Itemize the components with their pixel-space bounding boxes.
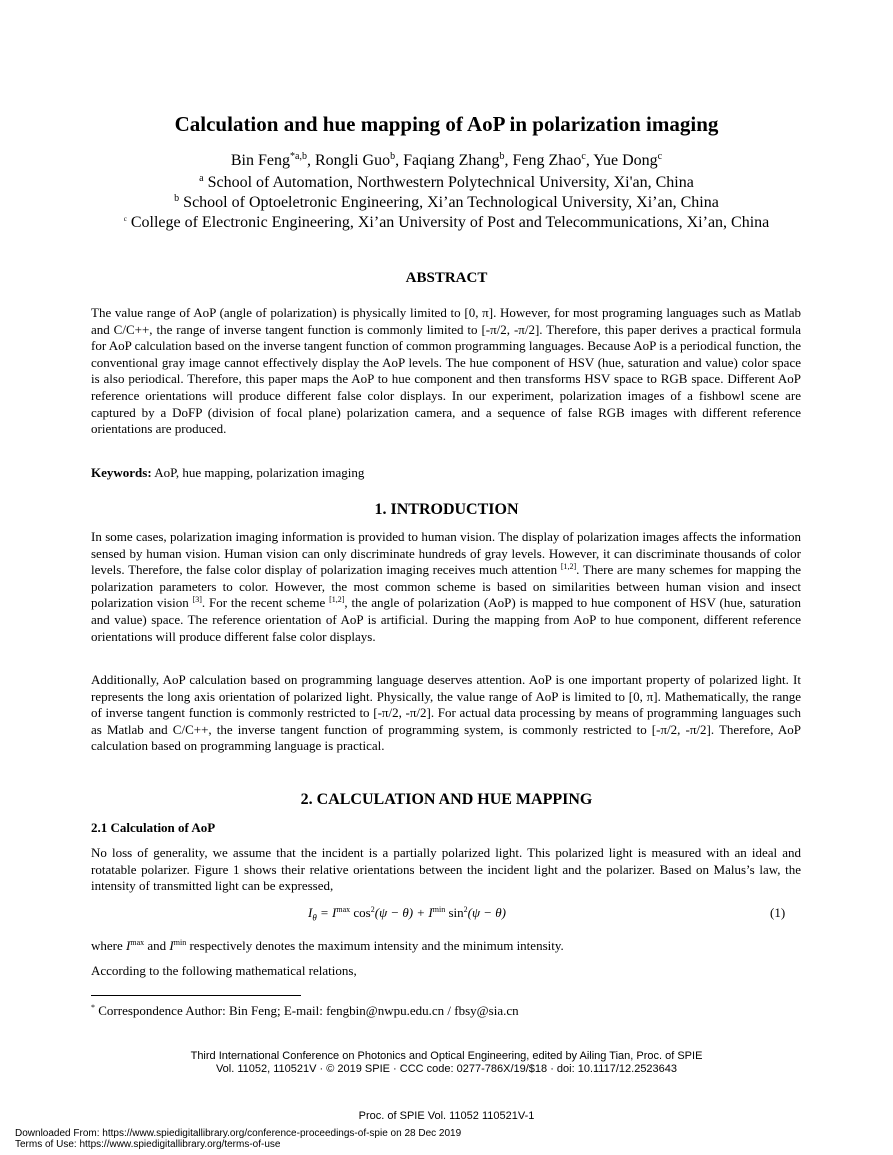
eq-superscript: 2 [463,905,468,914]
equation-number: (1) [770,905,786,920]
eq-term: (ψ − θ) + I [374,905,433,920]
where-text: and [144,938,170,953]
author-affil-mark: b [390,151,396,162]
eq-superscript: max [336,905,351,914]
citation: [1,2] [560,562,577,572]
page-number: Proc. of SPIE Vol. 11052 110521V-1 [358,1110,535,1122]
section-2-paragraph-1: No loss of generality, we assume that the incident is a partially polarized light. This polarized light is measured with an ideal and rotatable polarizer. Figure 1 shows their relative orientations between the incident light and the polarizer. Based on Malus’s law, the intensity of transmitted light can be expressed, [91,845,801,894]
footnote-mark: * [91,1003,95,1012]
conference-line-1: Third International Conference on Photonics and Optical Engineering, edited by Ailing Tian, Proc. of SPIE [190,1050,703,1062]
affiliation-mark: c [123,215,127,223]
intro-text: . For the recent scheme [201,595,330,611]
citation: [1,2] [329,595,345,605]
subsection-2-1-heading: 2.1 Calculation of AoP [91,820,216,835]
author-name: Faqiang Zhang [403,152,500,169]
abstract-text: The value range of AoP (angle of polarization) is physically limited to [0, π]. However, for most programing languages such as Matlab and C/C++, the range of inverse tangent function is commonly limited to [-π/2, -π/2]. Therefore, this paper derives a practical formula for AoP calculation based on the inverse tangent function of common programming languages. Because AoP is a periodical function, the conventional gray image cannot effectively display the AoP levels. The hue component of HSV (hue, saturation and value) color space is also periodical. Therefore, this paper maps the AoP to hue component and then transforms HSV space to RGB space. Different AoP reference orientations will produce different false color displays. In our experiment, polarization images of a fishbowl scene are captured by a DoFP (division of focal plane) polarization camera, and a sequence of false RGB images with different reference orientations are produced. [91,305,801,437]
intro-text: , the angle of polarization (AoP) is mapped to hue component of HSV (hue, saturation and value) space. The reference orientation of AoP is artificial. During the mapping from AoP to hue component, different reference orientations will produce different false color displays. [91,595,801,644]
eq-symbol: I [126,938,131,953]
author-separator: , [504,152,513,169]
affiliation-mark: b [174,193,180,204]
eq-superscript: min [432,905,446,914]
footnote-divider [91,995,301,996]
section-1-heading: 1. INTRODUCTION [374,501,519,518]
where-text: respectively denotes the maximum intensity and the minimum intensity. [186,938,564,953]
author-name: Rongli Guo [314,152,391,169]
where-text: where [91,938,127,953]
keywords-line [91,465,801,482]
author-list [0,152,893,170]
eq-superscript: max [130,938,145,947]
author-name: Bin Feng [230,152,290,169]
author-affil-mark: *a,b [290,151,307,162]
intro-text: . There are many schemes for mapping the polarization parameters to color. However, the most common scheme is based on similarities between human vision and insect polarization vision [91,562,801,611]
keywords-label: Keywords: [91,465,152,480]
eq-superscript: min [173,938,187,947]
eq-term: cos [350,905,371,920]
eq-subscript: θ [312,912,317,923]
author-separator: , [306,152,315,169]
intro-text: In some cases, polarization imaging information is provided to human vision. The display of polarization images affects the information sensed by human vision. Human vision can only discriminate hundreds of gray levels. However, it can discriminate thousands of color levels. Therefore, the false color display of polarization imaging receives much attention [91,529,801,578]
intro-paragraph-2: Additionally, AoP calculation based on programming language deserves attention. AoP is one important property of polarized light. It represents the long axis orientation of polarized light. Physically, the value range of AoP is limited to [0, π]. Mathematically, the range of inverse tangent function is commonly restricted to [-π/2, -π/2]. For actual data processing by means of programming languages such as Matlab and C/C++, the inverse tangent function of programming system, is commonly restricted to [-π/2, -π/2]. Therefore, AoP calculation based on programming language is practical. [91,672,801,754]
conference-line-2: Vol. 11052, 110521V · © 2019 SPIE · CCC code: 0277-786X/19/$18 · doi: 10.1117/12.2523643 [215,1063,678,1075]
affiliation-mark: a [199,173,204,184]
author-affil-mark: c [657,151,663,162]
author-affil-mark: b [499,151,505,162]
paper-title: Calculation and hue mapping of AoP in polarization imaging [174,112,719,136]
section-2-heading: 2. CALCULATION AND HUE MAPPING [300,791,593,808]
affiliation-a [0,174,893,192]
author-name: Yue Dong [593,152,658,169]
footnote [91,1003,519,1019]
terms-of-use-line[interactable]: Terms of Use: https://www.spiedigitallibrary.org/terms-of-use [15,1139,281,1150]
author-separator: , [585,152,594,169]
affiliation-text: School of Automation, Northwestern Polytechnical University, Xi'an, China [207,174,694,191]
equation-1 [308,905,506,923]
author-name: Feng Zhao [512,152,582,169]
author-separator: , [395,152,404,169]
eq-superscript: 2 [370,905,375,914]
footnote-text: Correspondence Author: Bin Feng; E-mail: fengbin@nwpu.edu.cn / fbsy@sia.cn [98,1003,519,1018]
intro-paragraph-1 [91,529,801,645]
author-affil-mark: c [581,151,586,162]
affiliation-text: College of Electronic Engineering, Xi’an University of Post and Telecommunications, Xi’an, China [130,214,770,231]
eq-term: = I [316,905,337,920]
abstract-heading: ABSTRACT [405,270,488,286]
where-line [91,938,801,955]
affiliation-c [0,214,893,232]
eq-term: sin [445,905,464,920]
eq-symbol: I [308,905,313,920]
eq-symbol: I [169,938,174,953]
eq-term: (ψ − θ) [467,905,507,920]
affiliation-text: School of Optoeletronic Engineering, Xi’an Technological University, Xi’an, China [183,194,719,211]
affiliation-b [0,194,893,212]
section-2-paragraph-3: According to the following mathematical relations, [91,963,357,978]
download-line[interactable]: Downloaded From: https://www.spiedigitallibrary.org/conference-proceedings-of-spie on 28 Dec 2019 [15,1128,462,1139]
citation: [3] [192,595,202,605]
keywords-text: AoP, hue mapping, polarization imaging [154,465,365,480]
